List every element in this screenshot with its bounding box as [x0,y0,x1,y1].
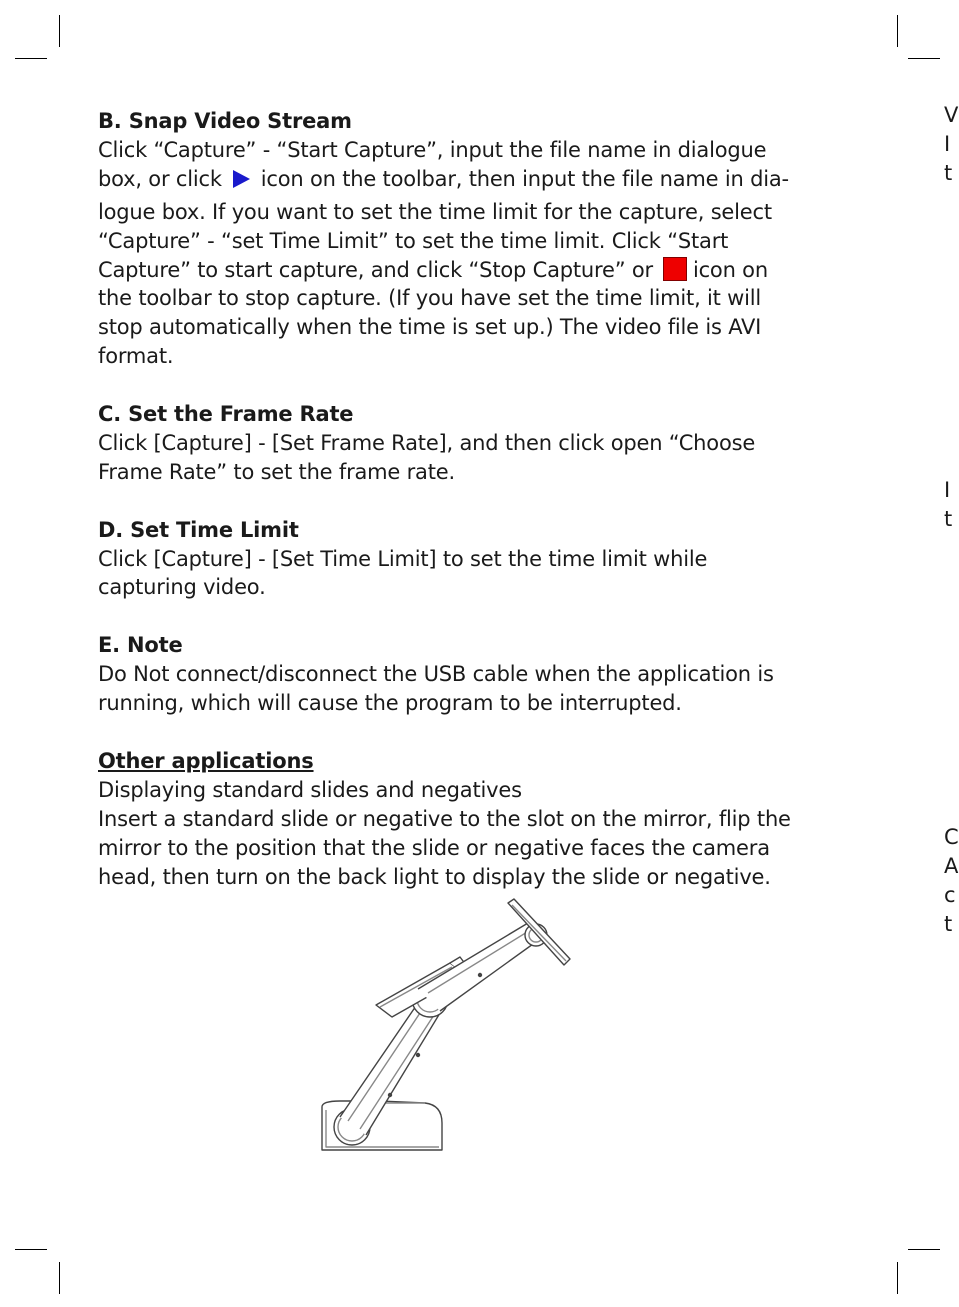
edge-fragment: A [944,854,959,878]
body-line: Click [Capture] - [Set Time Limit] to set the time limit while [98,546,708,571]
crop-mark [15,58,47,59]
crop-mark [908,1249,940,1250]
edge-fragment: c [944,883,956,907]
manual-page-content [98,107,818,891]
body-line: Do Not connect/disconnect the USB cable when the application is [98,662,774,687]
body-line-with-icon [98,165,818,198]
edge-fragment: t [944,507,953,531]
body-text: icon on [692,257,768,282]
crop-mark [897,1262,898,1294]
body-line: stop automatically when the time is set up.) The video file is AVI [98,315,762,340]
edge-fragment: t [944,912,953,936]
stop-square-icon [663,257,687,281]
body-line-with-icon [98,256,818,285]
crop-mark [59,1262,60,1294]
subheading: Displaying standard slides and negatives [98,777,522,802]
crop-mark [15,1249,47,1250]
edge-fragment: V [944,103,959,127]
play-arrow-icon [230,168,252,198]
edge-fragment: I [944,478,951,502]
section-heading: B. Snap Video Stream [98,109,352,133]
edge-fragment: t [944,161,953,185]
body-line: “Capture” - “set Time Limit” to set the time limit. Click “Start [98,228,729,253]
body-line: Frame Rate” to set the frame rate. [98,459,455,484]
other-applications-heading: Other applications [98,748,314,773]
edge-fragment: C [944,825,959,849]
body-line: mirror to the position that the slide or negative faces the camera [98,835,770,860]
body-line: Click “Capture” - “Start Capture”, input the file name in dialogue [98,137,767,162]
section-heading: D. Set Time Limit [98,517,299,542]
crop-mark [59,15,60,47]
body-line: head, then turn on the back light to display the slide or negative. [98,864,771,889]
body-text: Capture” to start capture, and click “Stop Capture” or [98,257,653,282]
body-line: Click [Capture] - [Set Frame Rate], and then click open “Choose [98,430,756,455]
section-heading: E. Note [98,633,183,658]
edge-fragment: I [944,132,951,156]
body-text: icon on the toolbar, then input the file name in dia- [260,166,789,191]
body-line: the toolbar to stop capture. (If you have set the time limit, it will [98,286,762,311]
body-line: format. [98,344,174,369]
body-text: box, or click [98,166,222,191]
body-line: logue box. If you want to set the time limit for the capture, select [98,199,772,224]
crop-mark [908,58,940,59]
body-line: capturing video. [98,575,266,600]
document-camera-illustration [300,895,590,1165]
section-heading: C. Set the Frame Rate [98,402,354,427]
crop-mark [897,15,898,47]
body-line: running, which will cause the program to be interrupted. [98,691,682,716]
body-line: Insert a standard slide or negative to the slot on the mirror, flip the [98,806,791,831]
